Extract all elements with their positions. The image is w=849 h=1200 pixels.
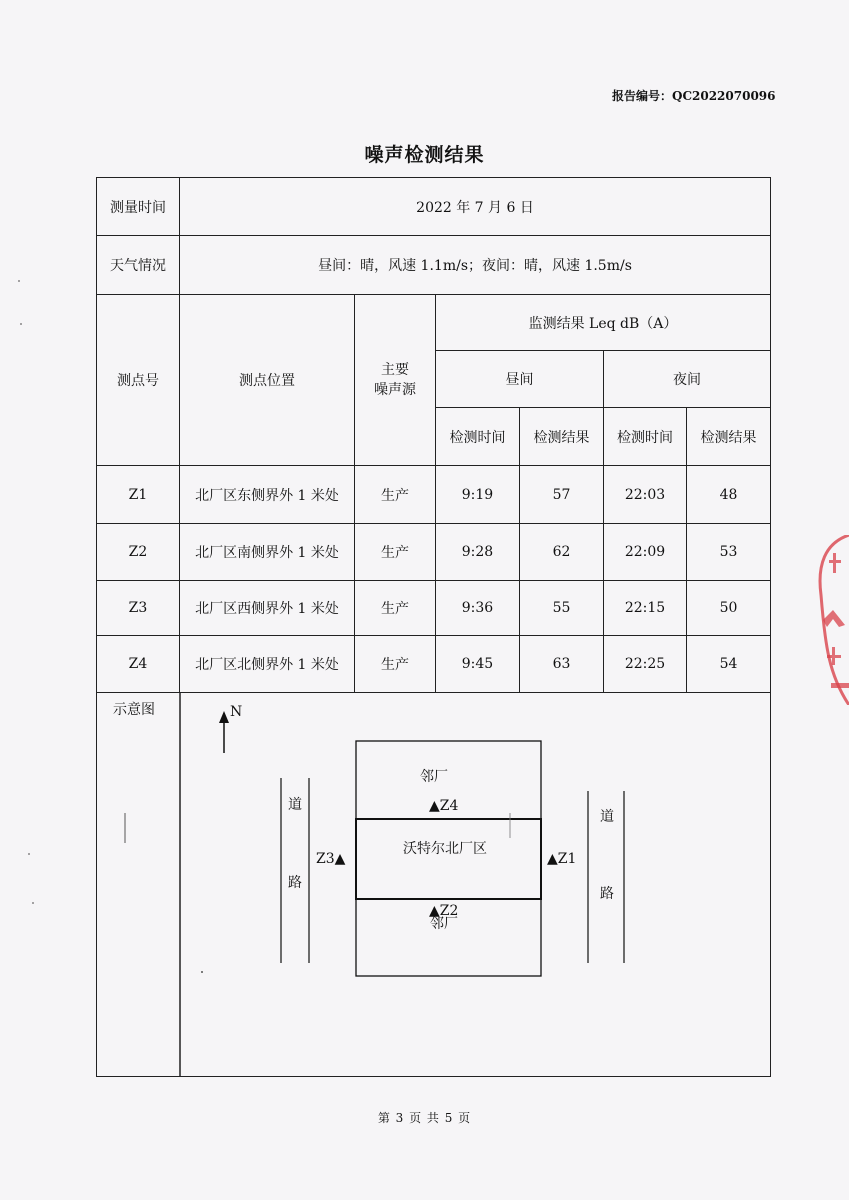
noise-results-table [96, 177, 771, 1077]
point-location: 北厂区西侧界外 1 米处 [180, 581, 355, 636]
day-time: 9:36 [436, 581, 520, 636]
north-label: N [230, 704, 243, 720]
point-id: Z4 [97, 636, 180, 693]
night-time: 22:03 [604, 466, 687, 524]
scan-dot [201, 971, 203, 973]
col-day-result: 检测结果 [520, 408, 604, 466]
night-time: 22:25 [604, 636, 687, 693]
date-value: 2022 年 7 月 6 日 [180, 178, 771, 236]
noise-source: 生产 [355, 524, 436, 581]
col-source: 主要 噪声源 [355, 295, 436, 466]
point-location: 北厂区东侧界外 1 米处 [180, 466, 355, 524]
east-road-char: 路 [600, 886, 614, 902]
point-id: Z1 [97, 466, 180, 524]
col-point-no: 测点号 [97, 295, 180, 466]
diagram-cell [97, 693, 771, 1077]
west-road-char: 道 [288, 797, 302, 813]
weather-label: 天气情况 [97, 236, 180, 295]
point-location: 北厂区北侧界外 1 米处 [180, 636, 355, 693]
weather-value: 昼间：晴，风速 1.1m/s；夜间：晴，风速 1.5m/s [180, 236, 771, 295]
diagram-label: 示意图 [113, 702, 155, 718]
north-arrow-icon [219, 711, 229, 753]
night-result: 53 [687, 524, 771, 581]
header-row-1 [97, 295, 771, 351]
page-title: 噪声检测结果 [364, 144, 485, 166]
report-number: 报告编号：QC2022070096 [612, 89, 776, 103]
point-z3-marker: Z3▲ [316, 851, 346, 867]
date-row [97, 178, 771, 236]
south-neighbor-label: 邻厂 [430, 916, 458, 932]
col-monitor-result: 监测结果 Leq dB（A） [436, 295, 771, 351]
date-label: 测量时间 [97, 178, 180, 236]
scan-speck [20, 323, 22, 325]
night-result: 50 [687, 581, 771, 636]
point-id: Z2 [97, 524, 180, 581]
day-time: 9:45 [436, 636, 520, 693]
day-time: 9:19 [436, 466, 520, 524]
site-diagram [97, 693, 771, 1077]
factory-label: 沃特尔北厂区 [403, 841, 487, 857]
night-time: 22:15 [604, 581, 687, 636]
day-time: 9:28 [436, 524, 520, 581]
point-id: Z3 [97, 581, 180, 636]
day-result: 63 [520, 636, 604, 693]
col-night: 夜间 [604, 351, 771, 408]
day-result: 62 [520, 524, 604, 581]
scan-speck [18, 280, 20, 282]
noise-source: 生产 [355, 466, 436, 524]
noise-source: 生产 [355, 636, 436, 693]
table-row [97, 636, 771, 693]
factory-block [356, 819, 541, 899]
col-night-time: 检测时间 [604, 408, 687, 466]
day-result: 55 [520, 581, 604, 636]
north-neighbor-label: 邻厂 [420, 769, 448, 785]
night-time: 22:09 [604, 524, 687, 581]
point-z1-marker: ▲Z1 [547, 851, 577, 867]
page-number: 第 3 页 共 5 页 [377, 1111, 472, 1125]
table-row [97, 581, 771, 636]
scan-speck [28, 853, 30, 855]
col-day-time: 检测时间 [436, 408, 520, 466]
day-result: 57 [520, 466, 604, 524]
table-row [97, 466, 771, 524]
col-night-result: 检测结果 [687, 408, 771, 466]
point-z2-marker: ▲Z2 [429, 903, 459, 919]
point-z4-marker: ▲Z4 [429, 798, 459, 814]
diagram-row [97, 693, 771, 1077]
table-row [97, 524, 771, 581]
col-day: 昼间 [436, 351, 604, 408]
weather-row [97, 236, 771, 295]
night-result: 48 [687, 466, 771, 524]
scan-speck [32, 902, 34, 904]
west-road-char: 路 [288, 875, 302, 891]
night-result: 54 [687, 636, 771, 693]
seal-stamp-icon [805, 535, 849, 705]
east-road-char: 道 [600, 809, 614, 825]
noise-source: 生产 [355, 581, 436, 636]
point-location: 北厂区南侧界外 1 米处 [180, 524, 355, 581]
col-location: 测点位置 [180, 295, 355, 466]
